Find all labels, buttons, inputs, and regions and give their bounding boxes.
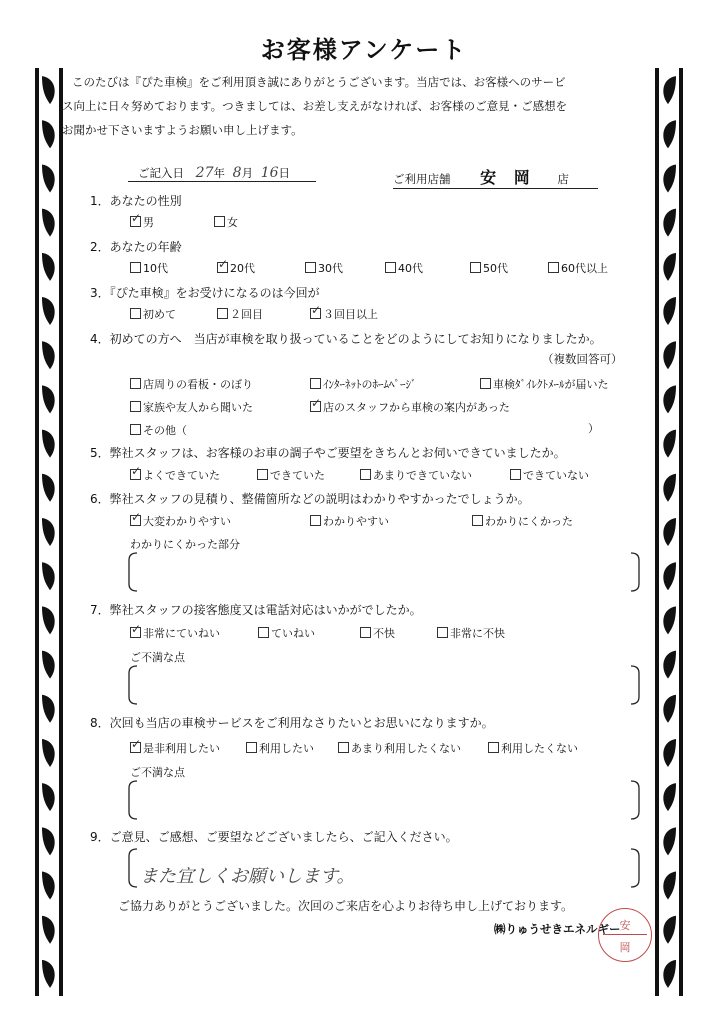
q7-option-unpleasant[interactable] — [360, 625, 395, 641]
footer-company: ㈱りゅうせきエネルギー — [494, 922, 621, 936]
q5-label: 5．弊社スタッフは、お客様のお車の調子やご要望をきちんとお伺いできていましたか。 — [90, 446, 566, 460]
checkbox[interactable] — [470, 262, 481, 273]
q2-option-40s[interactable] — [385, 260, 423, 276]
border-leaf-icon — [42, 695, 55, 723]
q7-bracket-right — [630, 665, 640, 705]
store-suffix: 店 — [557, 172, 569, 186]
border-leaf-icon — [663, 783, 676, 811]
border-leaf-icon — [663, 739, 676, 767]
border-leaf-icon — [663, 827, 676, 855]
border-leaf-icon — [42, 209, 55, 237]
q3-label: 3．『ぴた車検』をお受けになるのは今回が — [90, 286, 320, 300]
date-day: 16 — [260, 165, 279, 181]
border-leaf-icon — [663, 164, 676, 192]
option-label: ていねい — [271, 627, 315, 640]
option-label: 50代 — [483, 262, 508, 275]
checkbox[interactable] — [548, 262, 559, 273]
q8-bracket-left — [128, 780, 138, 820]
footer-thanks: ご協力ありがとうございました。次回のご来店を心よりお待ち申し上げております。 — [118, 899, 574, 913]
q4-label: 4．初めての方へ 当店が車検を取り扱っていることをどのようにしてお知りになりましたか。 — [90, 332, 602, 346]
stamp-bottom-text: 岡 — [619, 941, 631, 954]
checkbox[interactable] — [472, 515, 483, 526]
year-label: 年 — [213, 166, 225, 180]
q9-label: 9．ご意見、ご感想、ご要望などございましたら、ご記入ください。 — [90, 830, 458, 844]
right-decorative-border — [654, 68, 684, 996]
intro-line-3: お聞かせ下さいますようお願い申し上げます。 — [62, 123, 303, 137]
option-label: 店周りの看板・のぼり — [143, 378, 253, 391]
q4-note: （複数回答可） — [542, 352, 623, 366]
q9-bracket-right — [630, 848, 640, 888]
border-leaf-icon — [663, 385, 676, 413]
border-leaf-icon — [42, 120, 55, 148]
border-leaf-icon — [42, 960, 55, 988]
option-label: あまり利用したくない — [351, 742, 461, 755]
option-label: 20代 — [230, 262, 255, 275]
option-label: 40代 — [398, 262, 423, 275]
q9-bracket-left — [128, 848, 138, 888]
checkbox[interactable] — [360, 627, 371, 638]
store-label: ご利用店舗 — [393, 172, 451, 186]
border-leaf-icon — [42, 739, 55, 767]
q4-option-other[interactable] — [130, 422, 187, 438]
option-label: ３回目以上 — [323, 308, 378, 321]
checkbox[interactable] — [437, 627, 448, 638]
q8-option-definitely[interactable] — [130, 740, 220, 756]
day-label: 日 — [278, 166, 291, 180]
border-leaf-icon — [663, 76, 676, 104]
checkbox[interactable] — [257, 469, 268, 480]
border-leaf-icon — [663, 518, 676, 546]
border-leaf-icon — [663, 651, 676, 679]
checkbox[interactable] — [310, 401, 321, 412]
q6-sub-label: わかりにくかった部分 — [130, 538, 240, 551]
option-label: 60代以上 — [561, 262, 608, 275]
q8-sub-label: ご不満な点 — [130, 766, 185, 779]
q7-option-very-unpleasant[interactable] — [437, 625, 505, 641]
checkbox[interactable] — [305, 262, 316, 273]
option-label: 家族や友人から聞いた — [143, 401, 253, 414]
q8-option-no[interactable] — [488, 740, 578, 756]
border-leaf-icon — [42, 76, 55, 104]
option-label: 利用したくない — [501, 742, 578, 755]
border-leaf-icon — [663, 341, 676, 369]
checkbox[interactable] — [130, 216, 141, 227]
intro-line-2: ス向上に日々努めております。つきましては、お差し支えがなければ、お客様のご意見・ご感想を — [62, 99, 568, 113]
q7-sub-label: ご不満な点 — [130, 651, 185, 664]
option-label: できていない — [523, 469, 589, 482]
q7-label: 7．弊社スタッフの接客態度又は電話対応はいかがでしたか。 — [90, 603, 422, 617]
option-label: ２回目 — [230, 308, 263, 321]
q8-bracket-right — [630, 780, 640, 820]
q7-bracket-left — [128, 665, 138, 705]
checkbox[interactable] — [130, 424, 141, 435]
q8-label: 8．次回も当店の車検サービスをご利用なさりたいとお思いになりますか。 — [90, 716, 494, 730]
border-leaf-icon — [42, 651, 55, 679]
checkbox[interactable] — [310, 308, 321, 319]
border-leaf-icon — [663, 960, 676, 988]
option-label: 10代 — [143, 262, 168, 275]
q3-option-first[interactable] — [130, 306, 176, 322]
border-leaf-icon — [42, 606, 55, 634]
border-leaf-icon — [663, 474, 676, 502]
option-label: あまりできていない — [373, 469, 472, 482]
option-label: 利用したい — [259, 742, 314, 755]
q8-option-yes[interactable] — [246, 740, 314, 756]
checkbox[interactable] — [130, 515, 141, 526]
q3-option-third-plus[interactable] — [310, 306, 378, 322]
option-label: 車検ﾀﾞｲﾚｸﾄﾒｰﾙが届いた — [493, 378, 609, 391]
option-label: 非常にていねい — [143, 627, 220, 640]
option-label: よくできていた — [143, 469, 220, 482]
border-leaf-icon — [663, 606, 676, 634]
q9-answer[interactable]: また宜しくお願いします。 — [140, 866, 355, 887]
option-label: わかりにくかった — [485, 515, 573, 528]
q4-option-staff[interactable] — [310, 399, 510, 415]
border-leaf-icon — [663, 872, 676, 900]
option-label: 女 — [227, 216, 238, 229]
checkbox[interactable] — [130, 469, 141, 480]
checkbox[interactable] — [338, 742, 349, 753]
stamp-top-text: 安 — [619, 919, 631, 932]
border-leaf-icon — [42, 385, 55, 413]
q2-label: 2．あなたの年齢 — [90, 240, 182, 254]
option-label: 初めて — [143, 308, 176, 321]
border-leaf-icon — [42, 872, 55, 900]
border-leaf-icon — [42, 518, 55, 546]
q2-option-30s[interactable] — [305, 260, 343, 276]
q5-option-not-much[interactable] — [360, 467, 472, 483]
checkbox[interactable] — [130, 401, 141, 412]
q4-other-close: ） — [588, 422, 599, 435]
q4-option-signboard[interactable] — [130, 376, 253, 392]
q8-option-not-much[interactable] — [338, 740, 461, 756]
checkbox[interactable] — [480, 378, 491, 389]
left-decorative-border — [34, 68, 64, 996]
date-year: 27 — [195, 165, 214, 181]
option-label: 是非利用したい — [143, 742, 220, 755]
q6-option-clear[interactable] — [310, 513, 389, 529]
checkbox[interactable] — [360, 469, 371, 480]
q5-option-not[interactable] — [510, 467, 589, 483]
checkbox[interactable] — [510, 469, 521, 480]
border-leaf-icon — [42, 430, 55, 458]
q6-bracket-left — [128, 552, 138, 592]
q5-option-very-good[interactable] — [130, 467, 220, 483]
intro-line-1: このたびは『ぴた車検』をご利用頂き誠にありがとうございます。当店では、お客様へのサービ — [72, 75, 566, 89]
border-leaf-icon — [663, 916, 676, 944]
q7-option-polite[interactable] — [258, 625, 315, 641]
q4-option-friends[interactable] — [130, 399, 253, 415]
border-leaf-icon — [42, 916, 55, 944]
border-leaf-icon — [663, 430, 676, 458]
checkbox[interactable] — [130, 742, 141, 753]
border-leaf-icon — [42, 474, 55, 502]
q2-option-20s[interactable] — [217, 260, 255, 276]
border-leaf-icon — [663, 120, 676, 148]
checkbox[interactable] — [217, 262, 228, 273]
option-label: 不快 — [373, 627, 395, 640]
date-month: 8 — [232, 165, 242, 181]
q4-option-direct-mail[interactable] — [480, 376, 609, 392]
option-label: ｲﾝﾀｰﾈｯﾄのﾎｰﾑﾍﾟｰｼﾞ — [323, 378, 417, 391]
option-label: その他（ — [143, 424, 187, 437]
q2-option-50s[interactable] — [470, 260, 508, 276]
q6-option-unclear[interactable] — [472, 513, 573, 529]
store-name: 安 岡 — [480, 168, 536, 187]
checkbox[interactable] — [488, 742, 499, 753]
q6-bracket-right — [630, 552, 640, 592]
q5-option-good[interactable] — [257, 467, 325, 483]
checkbox[interactable] — [130, 262, 141, 273]
checkbox[interactable] — [310, 515, 321, 526]
q6-option-very-clear[interactable] — [130, 513, 231, 529]
checkbox[interactable] — [217, 308, 228, 319]
checkbox[interactable] — [214, 216, 225, 227]
option-label: 30代 — [318, 262, 343, 275]
date-field — [128, 165, 316, 182]
border-leaf-icon — [42, 341, 55, 369]
month-label: 月 — [241, 166, 254, 180]
option-label: わかりやすい — [323, 515, 389, 528]
option-label: 非常に不快 — [450, 627, 505, 640]
option-label: 男 — [143, 216, 154, 229]
border-leaf-icon — [42, 827, 55, 855]
q1-option-male[interactable] — [130, 214, 154, 230]
q1-option-female[interactable] — [214, 214, 238, 230]
q3-option-second[interactable] — [217, 306, 263, 322]
q2-option-60s[interactable] — [548, 260, 608, 276]
checkbox[interactable] — [130, 308, 141, 319]
checkbox[interactable] — [246, 742, 257, 753]
border-leaf-icon — [42, 164, 55, 192]
date-label: ご記入日 — [138, 166, 184, 180]
store-stamp — [598, 908, 652, 962]
border-leaf-icon — [42, 562, 55, 590]
q2-option-10s[interactable] — [130, 260, 168, 276]
option-label: 大変わかりやすい — [143, 515, 231, 528]
checkbox[interactable] — [130, 378, 141, 389]
store-field — [393, 165, 598, 189]
q7-option-very-polite[interactable] — [130, 625, 220, 641]
border-leaf-icon — [42, 297, 55, 325]
option-label: 店のスタッフから車検の案内があった — [323, 401, 510, 414]
option-label: できていた — [270, 469, 325, 482]
checkbox[interactable] — [310, 378, 321, 389]
border-leaf-icon — [663, 297, 676, 325]
checkbox[interactable] — [385, 262, 396, 273]
checkbox[interactable] — [130, 627, 141, 638]
border-leaf-icon — [663, 562, 676, 590]
q1-label: 1．あなたの性別 — [90, 194, 182, 208]
border-leaf-icon — [663, 209, 676, 237]
border-leaf-icon — [663, 695, 676, 723]
border-leaf-icon — [663, 253, 676, 281]
checkbox[interactable] — [258, 627, 269, 638]
q6-label: 6．弊社スタッフの見積り、整備箇所などの説明はわかりやすかったでしょうか。 — [90, 492, 530, 506]
border-leaf-icon — [42, 253, 55, 281]
page-title: お客様アンケート — [260, 36, 468, 64]
border-leaf-icon — [42, 783, 55, 811]
q4-option-homepage[interactable] — [310, 376, 417, 392]
